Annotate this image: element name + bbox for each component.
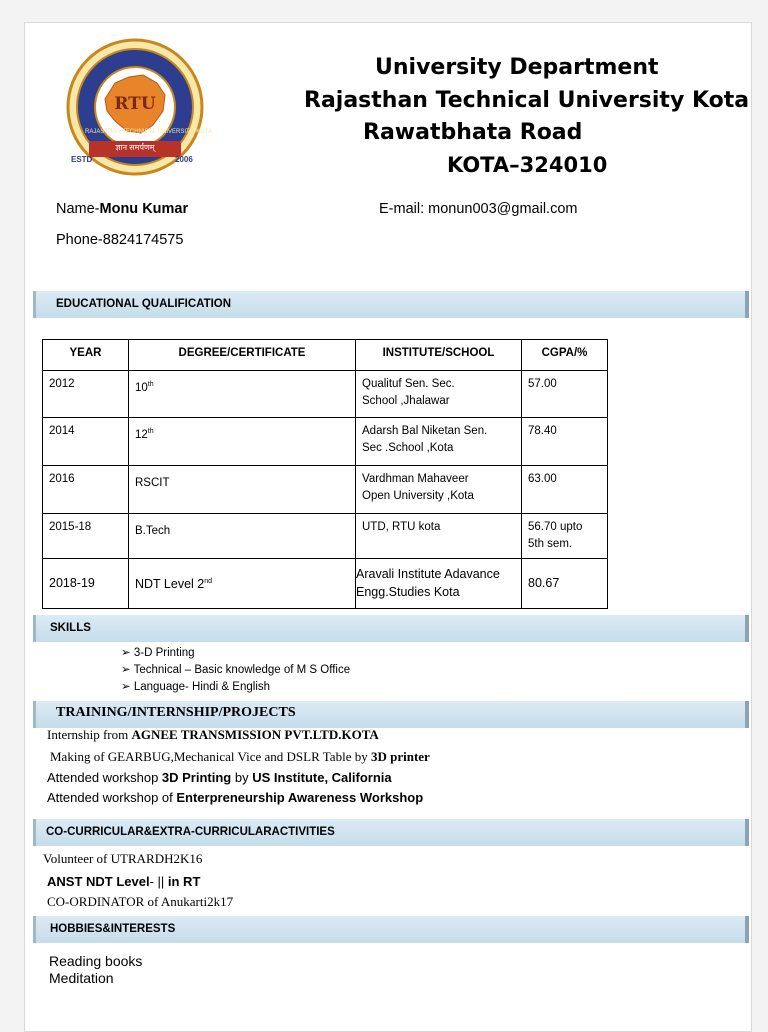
email-value[interactable]: monun003@gmail.com	[428, 201, 578, 217]
education-table	[42, 339, 608, 609]
header-line-4: KOTA–324010	[447, 153, 608, 177]
table-cell-degree: 12th	[129, 418, 356, 466]
table-cell-institute: UTD, RTU kota	[356, 514, 522, 559]
training-line-4: Attended workshop of Enterpreneurship Awareness Workshop	[47, 790, 424, 805]
skills-section-bar	[33, 615, 749, 642]
logo-year: 2006	[175, 155, 193, 164]
table-cell-degree: B.Tech	[129, 514, 356, 559]
cocurricular-line-1: Volunteer of UTRARDH2K16	[43, 851, 203, 866]
table-cell-degree: RSCIT	[129, 466, 356, 514]
table-cell-institute: Adarsh Bal Niketan Sen. Sec .School ,Kota	[356, 418, 522, 466]
training-line-3: Attended workshop 3D Printing by US Institute, California	[47, 770, 392, 785]
name-value: Monu Kumar	[99, 201, 189, 217]
table-row	[43, 418, 608, 466]
cocurricular-section-title: CO-CURRICULAR&EXTRA-CURRICULARACTIVITIES	[46, 826, 335, 838]
table-cell-cgpa: 56.70 upto 5th sem.	[522, 514, 608, 559]
table-row	[43, 559, 608, 609]
training-section-title: TRAINING/INTERNSHIP/PROJECTS	[56, 705, 296, 720]
table-header-row	[43, 340, 608, 371]
logo-center-text: RTU	[114, 94, 156, 114]
list-item: ➢ Language- Hindi & English	[121, 681, 271, 693]
logo-motto: ज्ञान समर्पणम्	[115, 143, 155, 152]
table-header-year: YEAR	[43, 340, 129, 371]
phone-field: Phone-8824174575	[56, 232, 184, 248]
table-cell-cgpa: 78.40	[522, 418, 608, 466]
cocurricular-line-3: CO-ORDINATOR of Anukarti2k17	[47, 894, 234, 909]
name-field	[56, 201, 188, 217]
table-row	[43, 371, 608, 418]
table-header-cgpa: CGPA/%	[522, 340, 608, 371]
logo-estd: ESTD	[71, 155, 93, 164]
hobbies-section-title: HOBBIES&INTERESTS	[50, 923, 176, 935]
logo-ring-bottom: RAJASTHAN TECHNICAL UNIVERSITY, KOTA	[85, 129, 213, 135]
hobbies-section-bar	[33, 916, 749, 943]
table-cell-degree: 10th	[129, 371, 356, 418]
table-cell-degree: NDT Level 2nd	[129, 559, 356, 609]
name-label: Name-	[56, 201, 100, 217]
table-cell-year: 2015-18	[43, 514, 129, 559]
table-cell-cgpa: 80.67	[522, 559, 608, 609]
list-item: Reading books	[49, 953, 143, 969]
table-cell-year: 2012	[43, 371, 129, 418]
list-item: ➢ Technical – Basic knowledge of M S Office	[121, 664, 351, 676]
header-line-1: University Department	[375, 55, 659, 80]
education-section-title: EDUCATIONAL QUALIFICATION	[56, 298, 232, 310]
training-line-2: Making of GEARBUG,Mechanical Vice and DSLR Table by 3D printer	[50, 749, 430, 764]
skills-section-title: SKILLS	[50, 622, 91, 634]
table-cell-institute: Aravali Institute Adavance Engg.Studies Kota	[356, 559, 522, 609]
email-label: E-mail:	[379, 201, 425, 217]
arrow-bullet-icon: ➢	[121, 647, 134, 659]
table-cell-cgpa: 63.00	[522, 466, 608, 514]
table-row	[43, 514, 608, 559]
table-cell-year: 2018-19	[43, 559, 129, 609]
table-header-institute: INSTITUTE/SCHOOL	[356, 340, 522, 371]
header-line-2: Rajasthan Technical University Kota	[304, 88, 750, 113]
table-cell-institute: Qualituf Sen. Sec. School ,Jhalawar	[356, 371, 522, 418]
arrow-bullet-icon: ➢	[121, 681, 134, 693]
header-line-3: Rawatbhata Road	[363, 120, 583, 145]
resume-page	[24, 22, 752, 1032]
table-header-degree: DEGREE/CERTIFICATE	[129, 340, 356, 371]
list-item: Meditation	[49, 970, 114, 986]
table-cell-institute: Vardhman Mahaveer Open University ,Kota	[356, 466, 522, 514]
training-line-1: Internship from AGNEE TRANSMISSION PVT.LTD.KOTA	[47, 727, 379, 742]
list-item: ➢ 3-D Printing	[121, 647, 195, 659]
table-row	[43, 466, 608, 514]
university-logo	[65, 37, 213, 177]
email-field	[379, 201, 577, 217]
education-section-bar	[33, 291, 749, 318]
table-cell-year: 2014	[43, 418, 129, 466]
training-section-bar	[33, 701, 749, 728]
cocurricular-line-2: ANST NDT Level- || in RT	[47, 874, 201, 889]
table-cell-year: 2016	[43, 466, 129, 514]
cocurricular-section-bar	[33, 819, 749, 846]
arrow-bullet-icon: ➢	[121, 664, 134, 676]
table-cell-cgpa: 57.00	[522, 371, 608, 418]
